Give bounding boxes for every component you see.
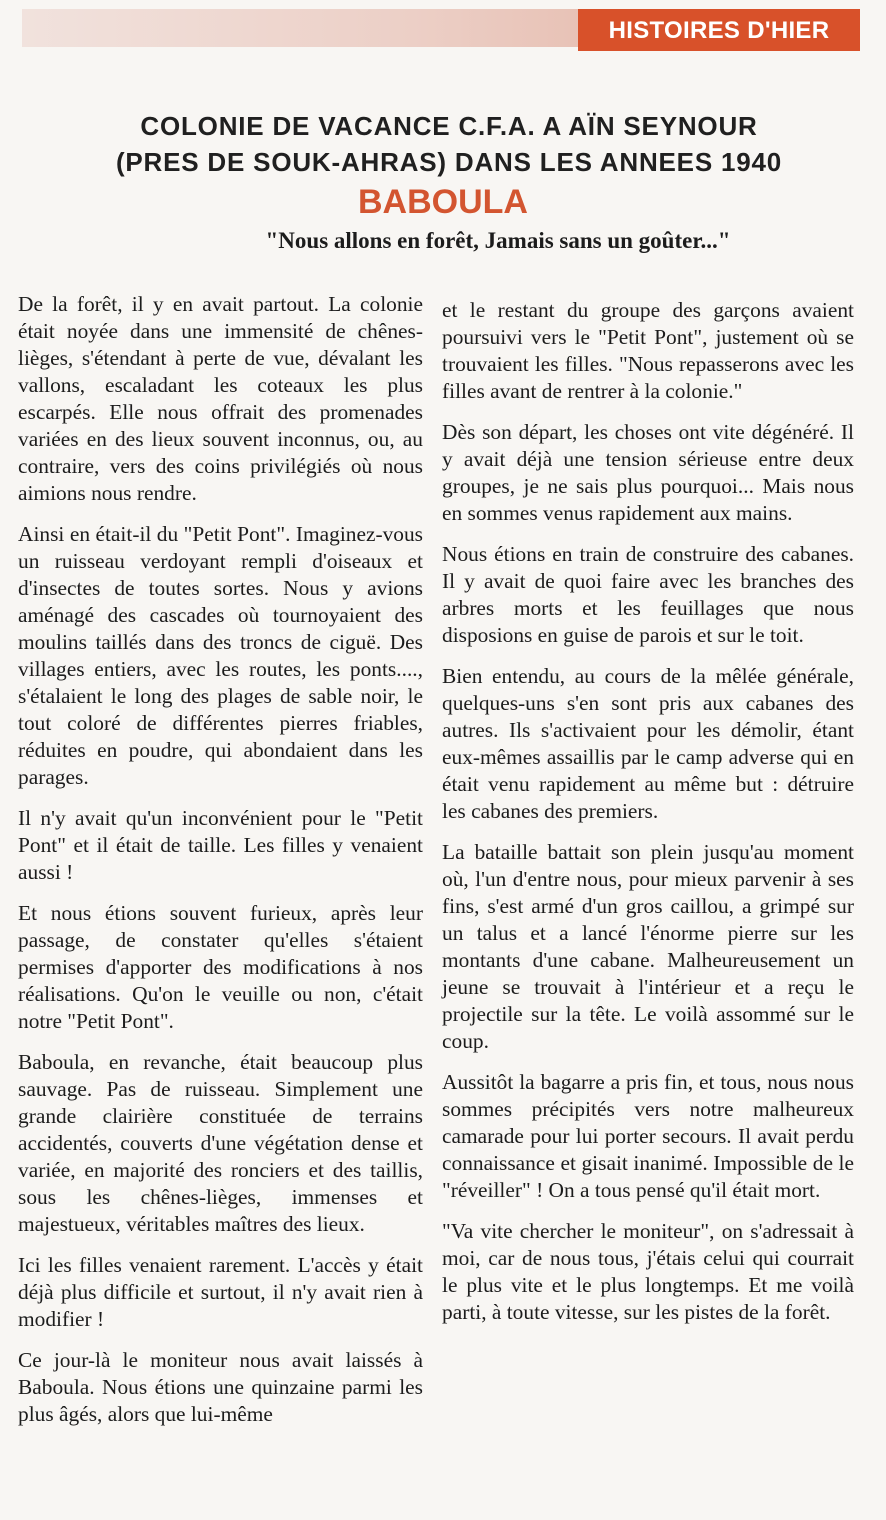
section-tag: HISTOIRES D'HIER — [578, 9, 860, 51]
right-column — [442, 297, 854, 1340]
paragraph: Baboula, en revanche, était beaucoup plus sauvage. Pas de ruisseau. Simplement une grande clairière constituée de terrains accidentés, couverts d'une végétation dense et variée, en majorité des ronciers et des taillis, sous les chênes-lièges, immenses et majestueux, véritables maîtres des lieux. — [18, 1050, 423, 1236]
paragraph: La bataille battait son plein jusqu'au moment où, l'un d'entre nous, pour mieux parvenir à ses fins, s'est armé d'un gros caillou, a grimpé sur un talus et a lancé l'énorme pierre sur les montants d'une cabane. Malheureusement un jeune se trouvait à l'intérieur et a reçu le projectile sur la tête. Le voilà assommé sur le coup. — [442, 840, 854, 1053]
paragraph: Et nous étions souvent furieux, après leur passage, de constater qu'elles s'étaient permises d'apporter des modifications à nos réalisations. Qu'on le veuille ou non, c'était notre "Petit Pont". — [18, 901, 423, 1033]
paragraph: Ainsi en était-il du "Petit Pont". Imaginez-vous un ruisseau verdoyant rempli d'oiseaux et d'insectes de toutes sortes. Nous y avions aménagé des cascades où tournoyaient des moulins taillés dans des troncs de ciguë. Des villages entiers, avec les routes, les ponts...., s'étalaient le long des plages de sable noir, le tout coloré de différentes pierres friables, réduites en poudre, qui abondaient dans les parages. — [18, 522, 423, 789]
paragraph: Ici les filles venaient rarement. L'accès y était déjà plus difficile et surtout, il n'y avait rien à modifier ! — [18, 1253, 423, 1331]
kicker-line-2: (PRES DE SOUK-AHRAS) DANS LES ANNEES 1940 — [115, 147, 783, 177]
article-header — [0, 108, 886, 256]
paragraph: Nous étions en train de construire des cabanes. Il y avait de quoi faire avec les branches des arbres morts et les feuillages que nous disposions en guise de parois et sur le toit. — [442, 542, 854, 647]
paragraph: "Va vite chercher le moniteur", on s'adressait à moi, car de nous tous, j'étais celui qui courrait le plus vite et le plus longtemps. Et me voilà parti, à toute vitesse, sur les pistes de la forêt. — [442, 1219, 854, 1324]
paragraph: et le restant du groupe des garçons avaient poursuivi vers le "Petit Pont", justement où se trouvaient les filles. "Nous repasserons avec les filles avant de rentrer à la colonie." — [442, 298, 854, 403]
paragraph: Dès son départ, les choses ont vite dégénéré. Il y avait déjà une tension sérieuse entre deux groupes, je ne sais plus pourquoi... Mais nous en sommes venus rapidement aux mains. — [442, 420, 854, 525]
paragraph: Ce jour-là le moniteur nous avait laissés à Baboula. Nous étions une quinzaine parmi les plus âgés, alors que lui-même — [18, 1348, 423, 1426]
header-decorative-band — [22, 9, 582, 47]
article-title: BABOULA — [358, 183, 528, 221]
paragraph: Il n'y avait qu'un inconvénient pour le "Petit Pont" et il était de taille. Les filles y venaient aussi ! — [18, 806, 423, 884]
paragraph: Bien entendu, au cours de la mêlée générale, quelques-uns s'en sont pris aux cabanes des autres. Ils s'activaient pour les démolir, étant eux-mêmes assaillis par le camp adverse qui en était venu rapidement au même but : détruire les cabanes des premiers. — [442, 664, 854, 823]
kicker-line-1: COLONIE DE VACANCE C.F.A. A AÏN SEYNOUR — [140, 111, 758, 141]
paragraph: Aussitôt la bagarre a pris fin, et tous, nous nous sommes précipités vers notre malheureux camarade pour lui porter secours. Il avait perdu connaissance et gisait inanimé. Impossible de le "réveiller" ! On a tous pensé qu'il était mort. — [442, 1070, 854, 1202]
paragraph: De la forêt, il y en avait partout. La colonie était noyée dans une immensité de chênes-lièges, s'étendant à perte de vue, dévalant les vallons, escaladant les coteaux les plus escarpés. Elle nous offrait des promenades variées en des lieux souvent inconnus, ou, au contraire, vers des coins privilégiés où nous aimions nous rendre. — [18, 292, 423, 505]
left-column — [18, 291, 423, 1442]
article-subtitle: "Nous allons en forêt, Jamais sans un goûter..." — [265, 228, 731, 253]
